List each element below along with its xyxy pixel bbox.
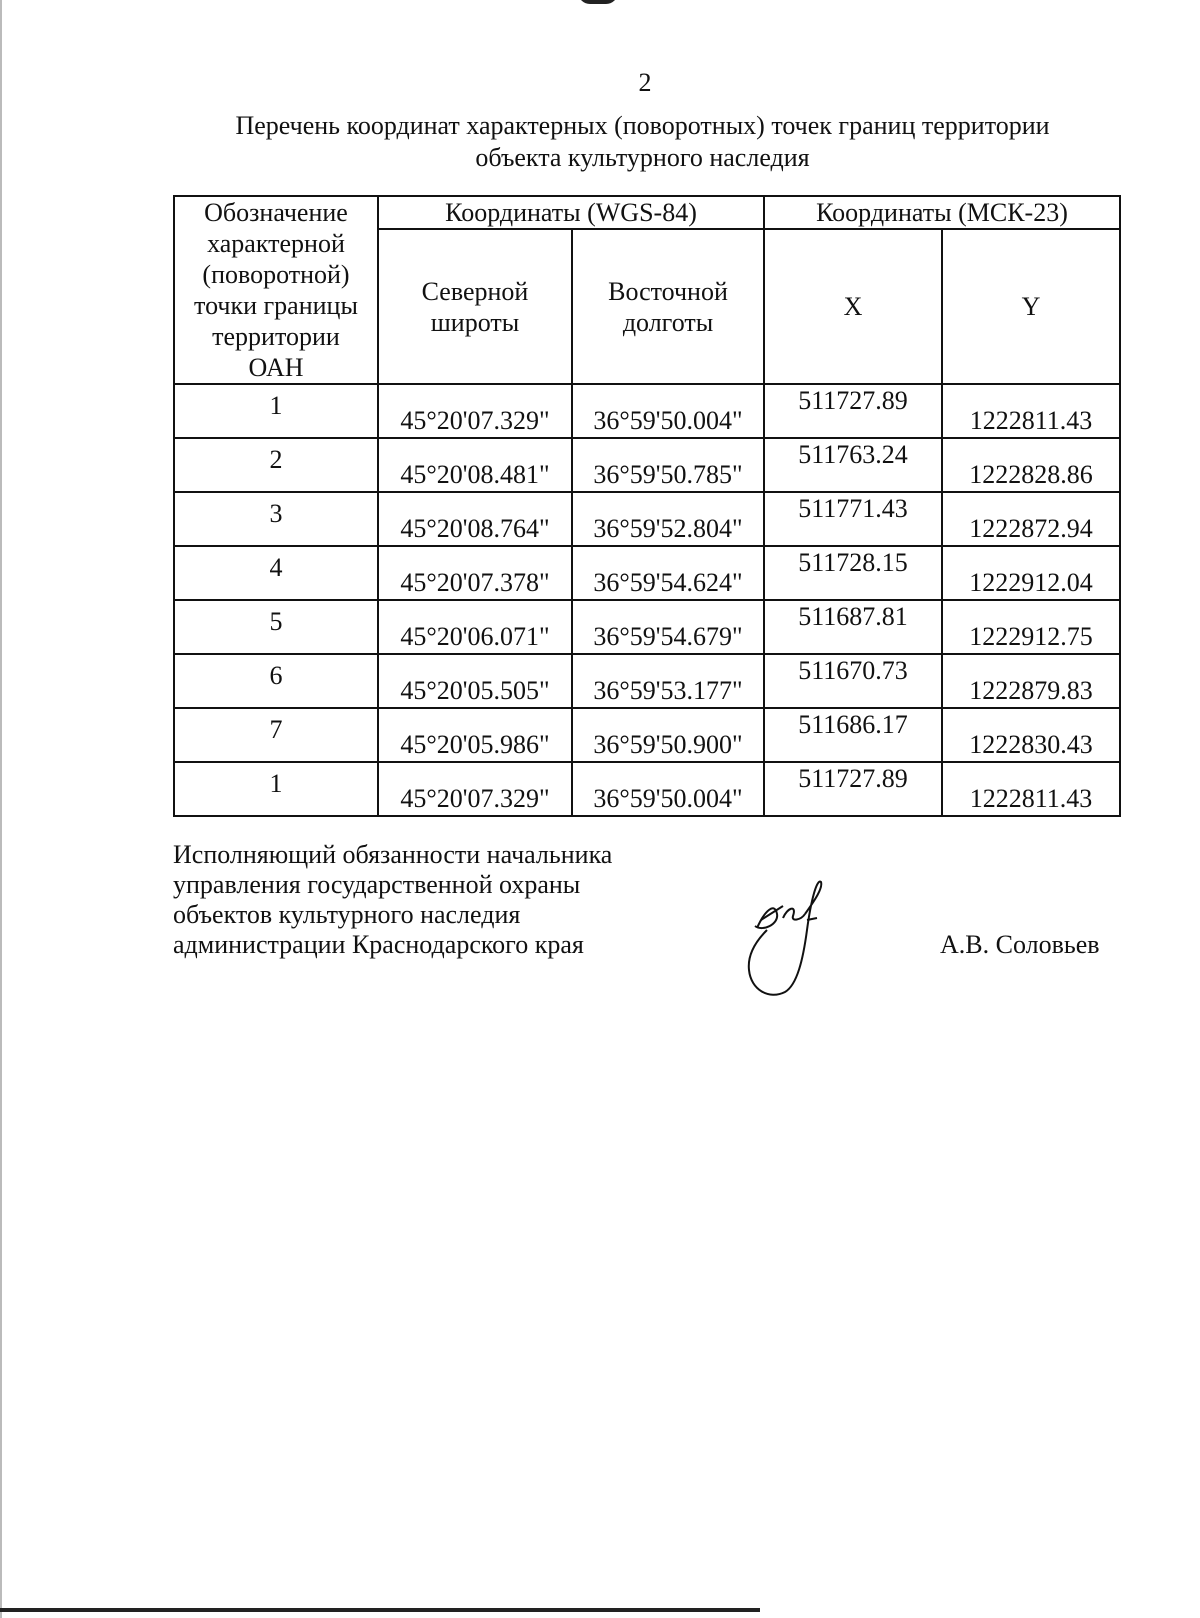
latitude-cell: 45°20'07.329" <box>378 384 572 438</box>
longitude-cell: 36°59'54.624" <box>572 546 764 600</box>
latitude-cell: 45°20'08.764" <box>378 492 572 546</box>
table-row <box>174 492 1120 546</box>
table-row <box>174 438 1120 492</box>
point-label: 3 <box>174 492 378 546</box>
point-label: 6 <box>174 654 378 708</box>
point-label: 4 <box>174 546 378 600</box>
header-y: Y <box>942 229 1120 384</box>
coordinates-table <box>173 195 1121 817</box>
header-point-designation: Обозначение характерной (поворотной) точки границы территории ОАН <box>174 196 378 384</box>
title-line: Перечень координат характерных (поворотных) точек границ территории <box>235 111 1050 140</box>
x-coordinate-cell: 511686.17 <box>764 708 942 762</box>
point-label: 2 <box>174 438 378 492</box>
position-line: администрации Краснодарского края <box>173 930 584 959</box>
header-msk23: Координаты (МСК-23) <box>764 196 1120 229</box>
point-label: 1 <box>174 762 378 816</box>
table-row <box>174 654 1120 708</box>
handwritten-signature <box>745 880 860 1020</box>
x-coordinate-cell: 511727.89 <box>764 384 942 438</box>
table-row <box>174 762 1120 816</box>
x-coordinate-cell: 511670.73 <box>764 654 942 708</box>
scan-edge <box>0 0 2 1618</box>
longitude-cell: 36°59'50.785" <box>572 438 764 492</box>
y-coordinate-cell: 1222828.86 <box>942 438 1120 492</box>
y-coordinate-cell: 1222830.43 <box>942 708 1120 762</box>
scan-edge <box>0 1608 760 1612</box>
y-coordinate-cell: 1222811.43 <box>942 762 1120 816</box>
longitude-cell: 36°59'50.004" <box>572 384 764 438</box>
header-longitude: Восточной долготы <box>572 229 764 384</box>
latitude-cell: 45°20'07.329" <box>378 762 572 816</box>
latitude-cell: 45°20'08.481" <box>378 438 572 492</box>
x-coordinate-cell: 511771.43 <box>764 492 942 546</box>
x-coordinate-cell: 511687.81 <box>764 600 942 654</box>
longitude-cell: 36°59'50.900" <box>572 708 764 762</box>
position-line: Исполняющий обязанности начальника <box>173 840 613 869</box>
y-coordinate-cell: 1222811.43 <box>942 384 1120 438</box>
header-wgs84: Координаты (WGS-84) <box>378 196 764 229</box>
longitude-cell: 36°59'54.679" <box>572 600 764 654</box>
x-coordinate-cell: 511728.15 <box>764 546 942 600</box>
header-latitude: Северной широты <box>378 229 572 384</box>
table-body <box>174 384 1120 816</box>
y-coordinate-cell: 1222872.94 <box>942 492 1120 546</box>
latitude-cell: 45°20'05.505" <box>378 654 572 708</box>
point-label: 1 <box>174 384 378 438</box>
latitude-cell: 45°20'07.378" <box>378 546 572 600</box>
table-row <box>174 708 1120 762</box>
table-row <box>174 546 1120 600</box>
table-row <box>174 600 1120 654</box>
position-line: объектов культурного наследия <box>173 900 521 929</box>
page-title <box>170 110 1115 174</box>
position-line: управления государственной охраны <box>173 870 581 899</box>
signer-name: А.В. Соловьев <box>940 930 1100 959</box>
header-x: X <box>764 229 942 384</box>
y-coordinate-cell: 1222879.83 <box>942 654 1120 708</box>
x-coordinate-cell: 511763.24 <box>764 438 942 492</box>
latitude-cell: 45°20'06.071" <box>378 600 572 654</box>
longitude-cell: 36°59'50.004" <box>572 762 764 816</box>
y-coordinate-cell: 1222912.04 <box>942 546 1120 600</box>
x-coordinate-cell: 511727.89 <box>764 762 942 816</box>
scan-artifact <box>578 0 618 4</box>
y-coordinate-cell: 1222912.75 <box>942 600 1120 654</box>
latitude-cell: 45°20'05.986" <box>378 708 572 762</box>
point-label: 7 <box>174 708 378 762</box>
longitude-cell: 36°59'53.177" <box>572 654 764 708</box>
signatory-position <box>173 840 612 960</box>
table-row <box>174 384 1120 438</box>
point-label: 5 <box>174 600 378 654</box>
title-line: объекта культурного наследия <box>475 143 810 172</box>
longitude-cell: 36°59'52.804" <box>572 492 764 546</box>
page-number: 2 <box>638 68 652 97</box>
